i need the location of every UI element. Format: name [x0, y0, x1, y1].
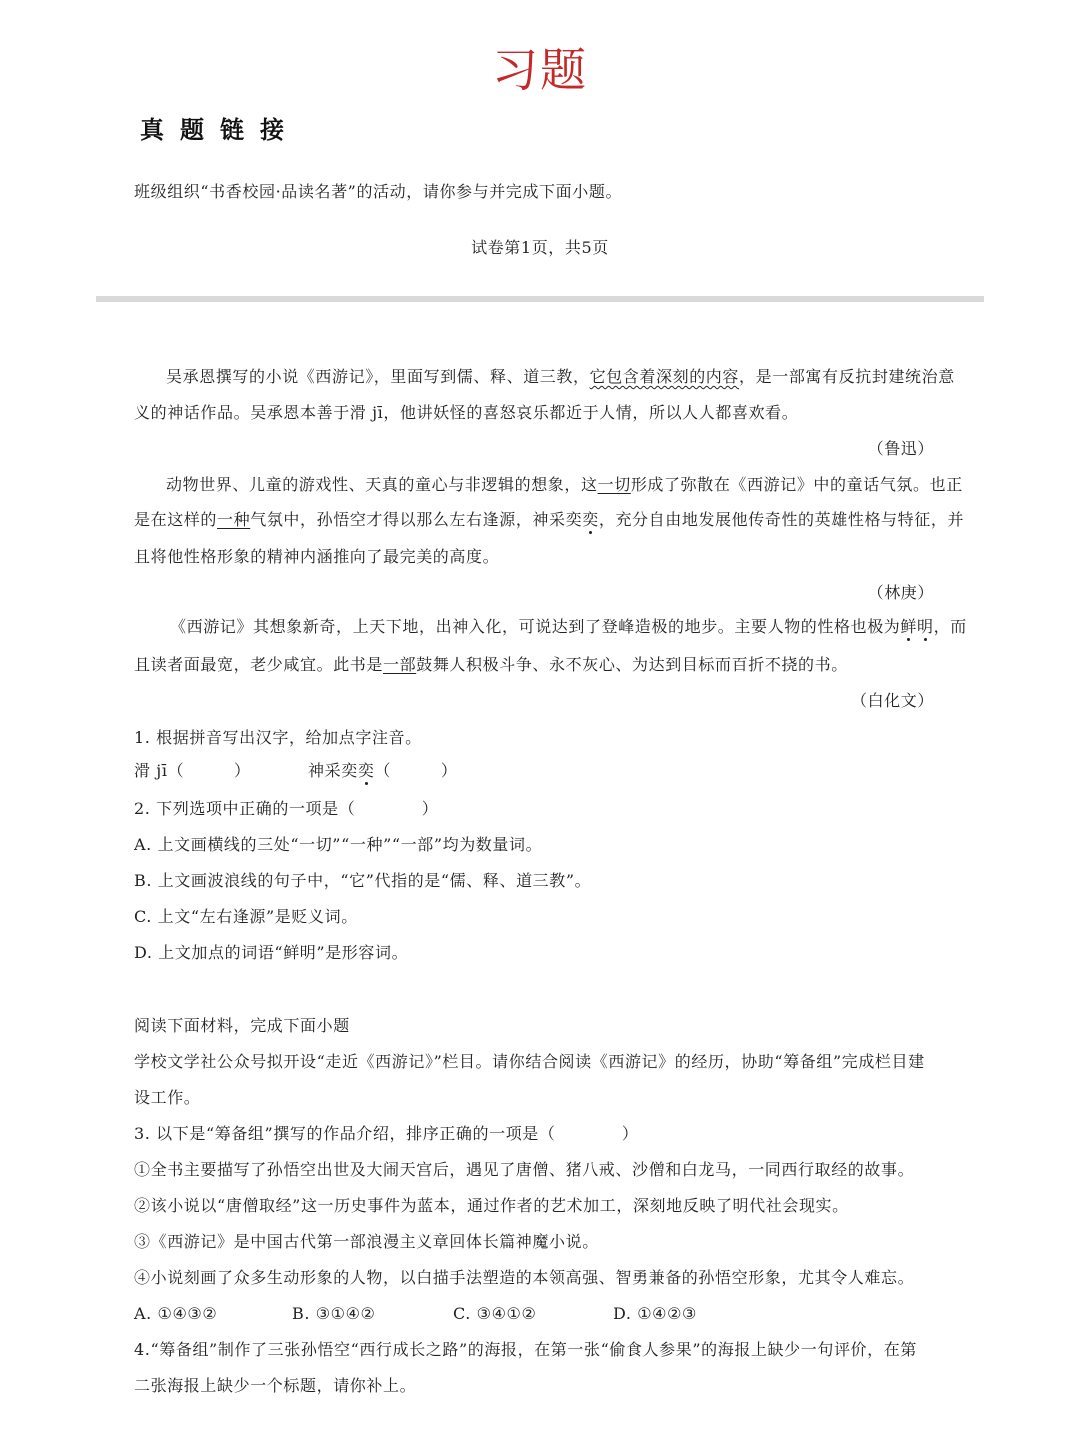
underlined-word-yiqie: 一切: [597, 475, 631, 494]
q3-stem: 3. 以下是“筹备组”撰写的作品介绍，排序正确的一项是（ ）: [134, 1124, 639, 1143]
q4-line1: 4.“筹备组”制作了三张孙悟空“西行成长之路”的海报，在第一张“偷食人参果”的海报上缺少一句评价，在第: [134, 1340, 917, 1359]
dotted-char-xian: 鲜: [900, 617, 918, 636]
wavy-underlined-sentence: 它包含着深刻的内容: [589, 367, 740, 386]
q1-stem: 1. 根据拼音写出汉字，给加点字注音。: [134, 728, 422, 747]
section-heading: 真题链接: [140, 115, 300, 144]
q2-option-b: B. 上文画波浪线的句子中，“它”代指的是“儒、释、道三教”。: [134, 871, 592, 890]
q3-item-1: ①全书主要描写了孙悟空出世及大闹天宫后，遇见了唐僧、猪八戒、沙僧和白龙马，一同西行取经的故事。: [134, 1160, 915, 1179]
reading-desc-line1: 学校文学社公众号拟开设“走近《西游记》”栏目。请你结合阅读《西游记》的经历，协助“筹备组”完成栏目建: [134, 1052, 925, 1071]
passage3-line1: 《西游记》其想象新奇，上天下地，出神入化，可说达到了登峰造极的地步。主要人物的性格也极为鲜明，而: [170, 617, 967, 636]
q4-line2: 二张海报上缺少一个标题，请你补上。: [134, 1376, 417, 1395]
page-title: 习题: [492, 43, 588, 97]
reading-intro: 阅读下面材料，完成下面小题: [134, 1016, 350, 1035]
dotted-char-ming: 明: [917, 617, 934, 636]
passage1-source: （鲁迅）: [867, 439, 934, 458]
q2-option-c: C. 上文“左右逢源”是贬义词。: [134, 907, 358, 926]
q3-option-a: A. ①④③②: [134, 1304, 218, 1323]
page-footer: 试卷第1页，共5页: [471, 238, 609, 257]
dotted-char-yi: 奕: [582, 510, 599, 529]
dotted-char-yi-q1: 奕: [357, 761, 375, 780]
q3-option-d: D. ①④②③: [613, 1304, 698, 1323]
q1-blank-jī: 滑 jī（ ）: [134, 761, 251, 780]
underlined-word-yizhong: 一种: [217, 510, 251, 529]
passage2-line3: 且将他性格形象的精神内涵推向了最完美的高度。: [134, 547, 500, 566]
passage1-line1: 吴承恩撰写的小说《西游记》，里面写到儒、释、道三教，它包含着深刻的内容，是一部寓有反抗封建统治意: [166, 367, 955, 386]
q2-option-d: D. 上文加点的词语“鲜明”是形容词。: [134, 943, 409, 962]
q3-option-c: C. ③④①②: [453, 1304, 537, 1323]
reading-desc-line2: 设工作。: [134, 1088, 201, 1107]
q2-stem: 2. 下列选项中正确的一项是（ ）: [134, 799, 439, 818]
q2-option-a: A. 上文画横线的三处“一切”“一种”“一部”均为数量词。: [134, 835, 543, 854]
underlined-word-yibu: 一部: [383, 655, 417, 674]
passage2-line2: 是在这样的一种气氛中，孙悟空才得以那么左右逢源，神采奕奕，充分自由地发展他传奇性的英雄性格与特征，并: [134, 510, 965, 529]
q3-item-3: ③《西游记》是中国古代第一部浪漫主义章回体长篇神魔小说。: [134, 1232, 599, 1251]
q3-item-2: ②该小说以“唐僧取经”这一历史事件为蓝本，通过作者的艺术加工，深刻地反映了明代社会现实。: [134, 1196, 849, 1215]
q3-option-b: B. ③①④②: [292, 1304, 376, 1323]
passage2-source: （林庚）: [867, 583, 934, 602]
q3-item-4: ④小说刻画了众多生动形象的人物，以白描手法塑造的本领高强、智勇兼备的孙悟空形象，尤其令人难忘。: [134, 1268, 915, 1287]
passage1-line2: 义的神话作品。吴承恩本善于滑 jī，他讲妖怪的喜怒哀乐都近于人情，所以人人都喜欢看。: [134, 403, 799, 422]
passage3-source: （白化文）: [850, 691, 934, 710]
page-divider: [96, 296, 984, 302]
intro-text: 班级组织“书香校园·品读名著”的活动，请你参与并完成下面小题。: [134, 182, 623, 201]
q1-blank-yi: 神采奕奕（ ）: [308, 761, 458, 780]
passage3-line2: 且读者面最宽，老少咸宜。此书是一部鼓舞人积极斗争、永不灰心、为达到目标而百折不挠的书。: [134, 655, 848, 674]
passage2-line1: 动物世界、儿童的游戏性、天真的童心与非逻辑的想象，这一切形成了弥散在《西游记》中的童话气氛。也正: [166, 475, 963, 494]
